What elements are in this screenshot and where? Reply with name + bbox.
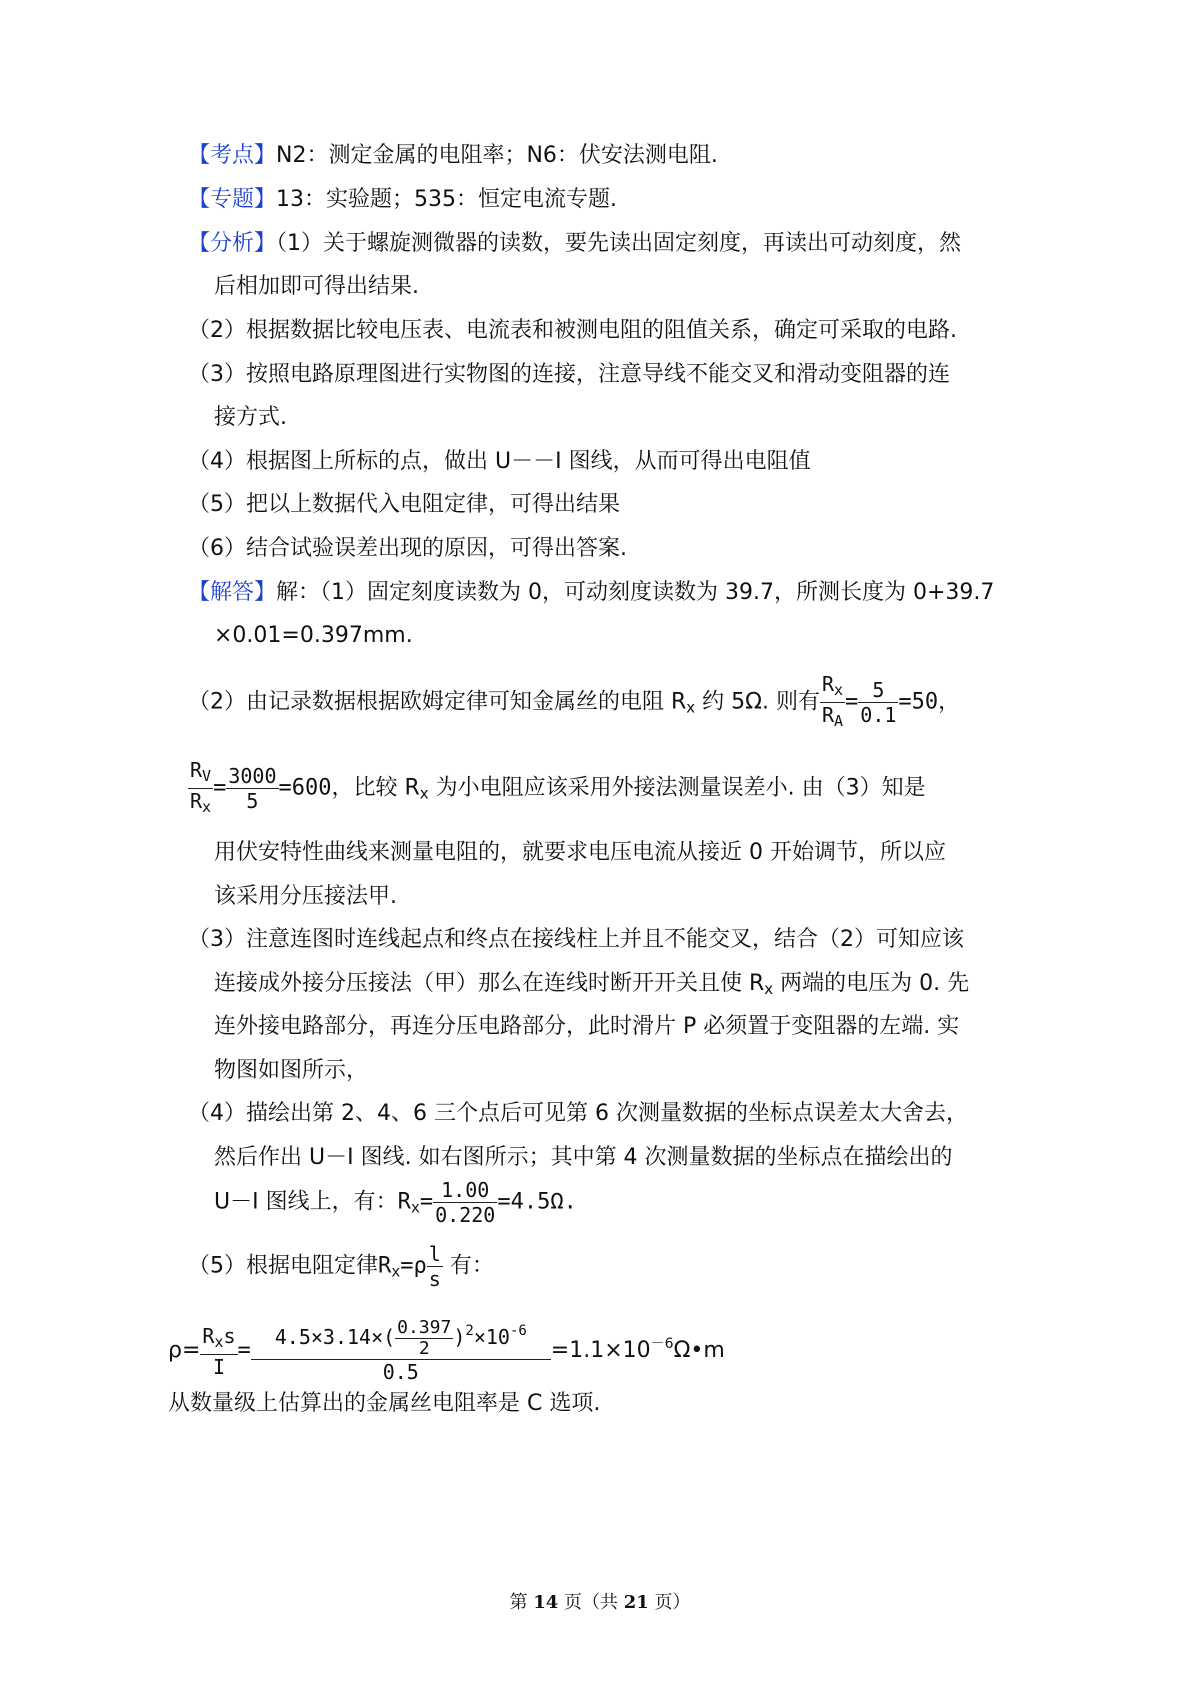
f2-num-sub: V <box>202 767 212 785</box>
fraction-rv-rx <box>188 758 213 819</box>
zhuanti-line <box>188 185 617 215</box>
fraction-big <box>251 1318 551 1384</box>
s5-post: 有： <box>442 1253 494 1279</box>
fenxi-p2: （2）根据数据比较电压表、电流表和被测电阻的阻值关系，确定可采取的电路. <box>188 318 957 343</box>
jieda-s5 <box>188 1242 494 1296</box>
f1-num2: 5 <box>858 678 898 703</box>
footer-post: 页） <box>648 1592 691 1613</box>
fraction-rx-ra <box>820 672 845 733</box>
f5-big-sup2: 2 <box>465 1323 474 1339</box>
f5-big-num-b: ) <box>453 1325 466 1349</box>
kaodian-line <box>188 141 718 171</box>
f5-eq: = <box>237 1338 251 1363</box>
f5-res-a: =1.1×10 <box>550 1338 651 1363</box>
f5-den: I <box>212 1354 225 1379</box>
f4-lhs-sub: x <box>391 1262 401 1281</box>
f1-num-sub: x <box>834 681 844 699</box>
fenxi-line-1 <box>188 229 961 259</box>
jieda-s6: 从数量级上估算出的金属丝电阻率是 C 选项. <box>168 1391 601 1416</box>
f2-den-sub: x <box>202 798 212 816</box>
f2-res: =600 <box>278 775 332 801</box>
s4c-pre: U－I 图线上，有： <box>214 1189 398 1215</box>
jieda-s2c: 用伏安特性曲线来测量电阻的，就要求电压电流从接近 0 开始调节，所以应 <box>214 840 946 865</box>
f2-eq: = <box>213 775 227 801</box>
s3b-post: 两端的电压为 0. 先 <box>773 971 970 996</box>
fenxi-tag: 【分析】 <box>188 231 277 256</box>
f4-eq: =ρ <box>400 1253 427 1279</box>
jieda-s4c <box>214 1178 577 1232</box>
fraction-3000-5 <box>226 764 278 813</box>
f5-big-num-c: ×10 <box>473 1325 510 1349</box>
f3-res: =4.5Ω. <box>497 1189 577 1215</box>
f3-eq: = <box>419 1189 434 1215</box>
f5-inner-den: 2 <box>418 1338 430 1359</box>
jieda-s3a: （3）注意连图时连线起点和终点在接线柱上并且不能交叉，结合（2）可知应该 <box>188 927 964 952</box>
f5-inner-num: 0.397 <box>397 1317 452 1338</box>
f3-den: 0.220 <box>435 1203 496 1227</box>
f5-big-num-a: 4.5×3.14×( <box>274 1325 396 1349</box>
s2a-post: 约 5Ω. 则有 <box>695 689 820 715</box>
fenxi-p1b: 后相加即可得出结果. <box>214 274 419 299</box>
f5-res-b: Ω•m <box>673 1338 725 1363</box>
jieda-s2d: 该采用分压接法甲. <box>214 884 397 909</box>
f1-den2: 0.1 <box>860 703 897 727</box>
fraction-0397-2 <box>395 1318 453 1359</box>
f2-num: R <box>190 758 203 782</box>
jieda-s2b <box>188 758 926 819</box>
f5-num-s: s <box>223 1323 236 1348</box>
jieda-tag: 【解答】 <box>188 580 277 605</box>
f5-num-sub: x <box>214 1332 224 1351</box>
jieda-line-1 <box>188 578 994 608</box>
s2a-pre: （2）由记录数据根据欧姆定律可知金属丝的电阻 R <box>188 689 687 715</box>
footer-page-number: 14 <box>533 1592 559 1613</box>
kaodian-text: N2：测定金属的电阻率；N6：伏安法测电阻. <box>276 143 718 168</box>
s3b-sub: x <box>764 980 774 998</box>
f4-lhs: R <box>378 1253 392 1279</box>
f5-big-den: 0.5 <box>382 1360 419 1384</box>
fenxi-p4: （4）根据图上所标的点，做出 U－－I 图线，从而可得出电阻值 <box>188 449 811 474</box>
f5-res-sup: －6 <box>650 1336 674 1352</box>
jieda-s3c: 连外接电路部分，再连分压电路部分，此时滑片 P 必须置于变阻器的左端. 实 <box>214 1014 960 1039</box>
fenxi-p3b: 接方式. <box>214 405 287 430</box>
f1-den-sub: A <box>834 712 844 730</box>
s2b-pre: ，比较 R <box>331 775 420 801</box>
s2b-post: 为小电阻应该采用外接法测量误差小. 由（3）知是 <box>428 775 926 801</box>
f1-den: R <box>821 703 835 727</box>
jieda-s3d: 物图如图所示， <box>214 1058 369 1083</box>
f3-lhs-sub: x <box>410 1198 420 1217</box>
f4-num: l <box>428 1242 441 1266</box>
fenxi-p5: （5）把以上数据代入电阻定律，可得出结果 <box>188 492 620 517</box>
footer-pre: 第 <box>509 1592 534 1613</box>
s3b-pre: 连接成外接分压接法（甲）那么在连线时断开开关且使 R <box>214 971 765 996</box>
fenxi-p3a: （3）按照电路原理图进行实物图的连接，注意导线不能交叉和滑动变阻器的连 <box>188 362 950 387</box>
s5-pre: （5）根据电阻定律 <box>188 1253 378 1279</box>
s2a-sub: x <box>686 698 696 717</box>
zhuanti-text: 13：实验题；535：恒定电流专题. <box>276 187 617 212</box>
f5-big-sup6: -6 <box>509 1323 527 1339</box>
kaodian-tag: 【考点】 <box>188 143 277 168</box>
f3-num: 1.00 <box>433 1178 497 1203</box>
jieda-s4b: 然后作出 U－I 图线. 如右图所示；其中第 4 次测量数据的坐标点在描绘出的 <box>214 1145 953 1170</box>
fraction-100-0220 <box>433 1178 497 1227</box>
f1-res: =50， <box>898 689 961 715</box>
jieda-s1a: 解：（1）固定刻度读数为 0，可动刻度读数为 39.7，所测长度为 0+39.7 <box>276 580 995 605</box>
s2b-sub: x <box>419 784 429 803</box>
fenxi-p1a: （1）关于螺旋测微器的读数，要先读出固定刻度，再读出可动刻度，然 <box>276 231 962 256</box>
f5-num: R <box>202 1323 215 1348</box>
f2-num2: 3000 <box>228 764 277 788</box>
f2-den: R <box>190 789 203 813</box>
f1-eq: = <box>845 689 859 715</box>
jieda-s2a <box>188 672 960 733</box>
footer-total-pages: 21 <box>623 1592 649 1613</box>
fraction-rxs-i <box>200 1324 237 1379</box>
f4-den: s <box>428 1267 441 1291</box>
f5-rho: ρ= <box>168 1338 201 1363</box>
f2-den2: 5 <box>246 789 259 813</box>
jieda-s4a: （4）描绘出第 2、4、6 三个点后可见第 6 次测量数据的坐标点误差太大舍去， <box>188 1101 968 1126</box>
f1-num: R <box>821 672 835 696</box>
f3-lhs: R <box>397 1189 411 1215</box>
fraction-l-s <box>427 1242 443 1291</box>
fenxi-p6: （6）结合试验误差出现的原因，可得出答案. <box>188 536 627 561</box>
fraction-5-01 <box>858 678 898 727</box>
zhuanti-tag: 【专题】 <box>188 187 277 212</box>
jieda-rho-formula <box>168 1306 725 1389</box>
jieda-s3b <box>214 969 969 1004</box>
page-footer <box>0 1588 1200 1614</box>
jieda-s1b: ×0.01=0.397mm. <box>214 623 413 648</box>
footer-mid: 页（共 <box>558 1592 624 1613</box>
